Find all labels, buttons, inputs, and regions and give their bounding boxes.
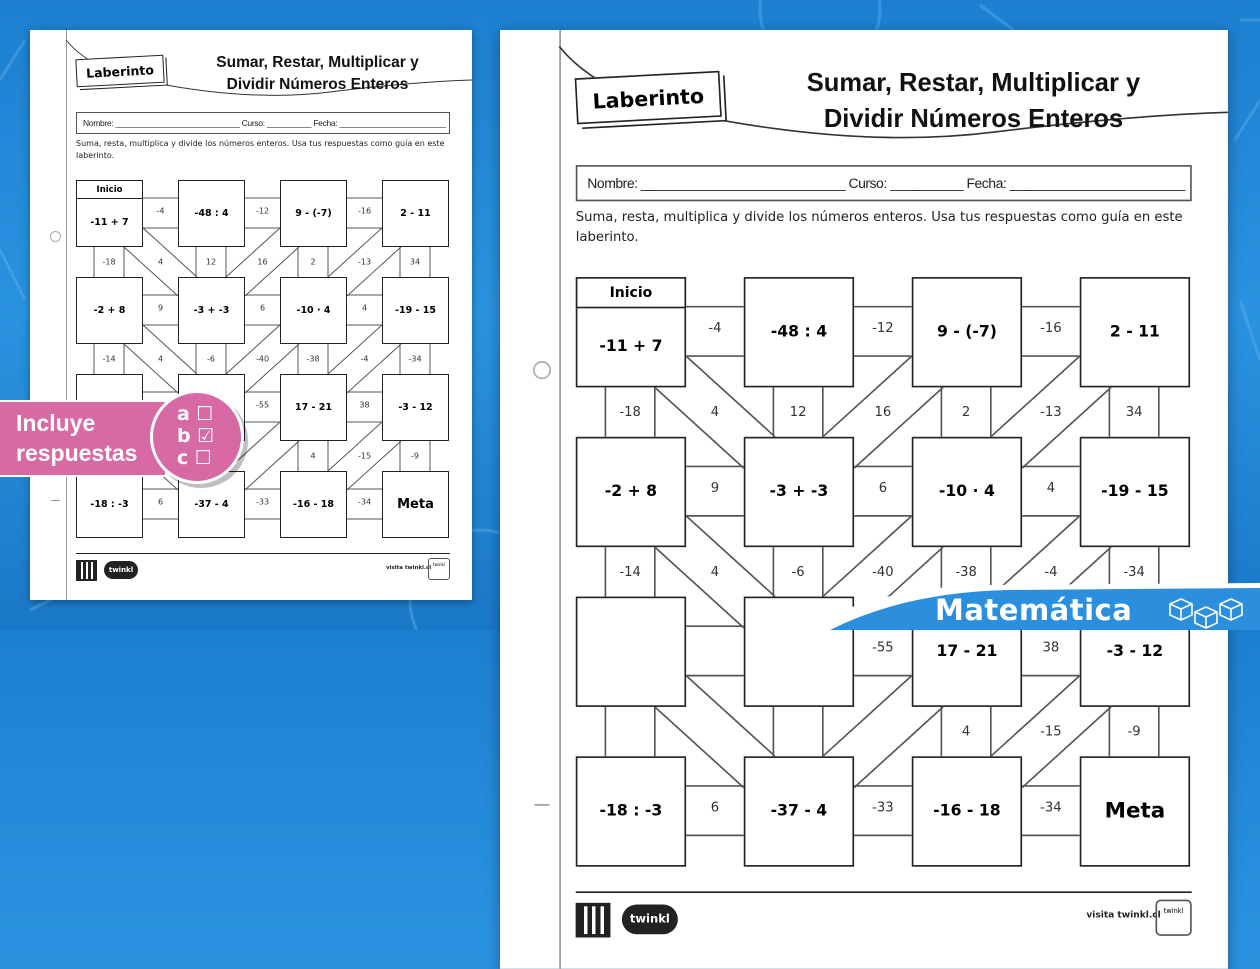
path-answer: -6 <box>207 354 215 364</box>
path-answer: 12 <box>789 404 807 420</box>
instructions: Suma, resta, multiplica y divide los números enteros. Usa tus respuestas como guía en este laberinto. <box>575 209 1183 245</box>
maze-box: -11 + 7 <box>76 180 143 247</box>
title-line: Dividir Números Enteros <box>226 76 409 93</box>
maze-box: 17 - 21 <box>280 374 347 441</box>
path-answer: -14 <box>102 354 116 364</box>
subject-label: Matemática <box>935 593 1133 627</box>
path-answer: 4 <box>710 564 720 580</box>
path-answer: -15 <box>357 451 372 461</box>
path-answer: -34 <box>357 497 372 507</box>
path-answer: -14 <box>619 564 641 580</box>
path-answer: 34 <box>1125 404 1143 420</box>
maze-box: 17 - 21 <box>912 597 1022 707</box>
maze-box: -16 - 18 <box>280 471 347 538</box>
path-answer: -4 <box>1044 564 1058 580</box>
path-answer: 6 <box>878 480 888 496</box>
banner-line: Incluye <box>16 410 96 436</box>
path-answer: -16 <box>1040 320 1062 336</box>
name-course-date-fields: Nombre: ____________________________ Curso: __________ Fecha: ________________________ <box>76 112 450 134</box>
path-answer: -6 <box>791 564 805 580</box>
footer-url: visita twinkl.cl <box>386 565 432 571</box>
maze-box: -10 · 4 <box>912 437 1022 547</box>
path-answer: -13 <box>1040 404 1062 420</box>
path-answer: 16 <box>257 257 268 267</box>
path-answer: -9 <box>1127 724 1141 740</box>
path-answer: -38 <box>306 354 320 364</box>
path-answer: 6 <box>710 799 720 815</box>
maze-box: -19 - 15 <box>382 277 449 344</box>
maze-box: 9 - (-7) <box>280 180 347 247</box>
path-answer: -12 <box>872 320 894 336</box>
path-answer: 16 <box>874 404 892 420</box>
maze-box: -19 - 15 <box>1080 437 1190 547</box>
maze-box: -48 : 4 <box>178 180 245 247</box>
laberinto-tag: Laberinto <box>575 71 722 125</box>
path-answer: -13 <box>357 257 372 267</box>
path-answer: -34 <box>1123 564 1145 580</box>
path-answer: -4 <box>360 354 369 364</box>
path-answer: 4 <box>157 354 164 364</box>
maze-box: -37 - 4 <box>744 756 854 866</box>
maze-box: -3 + -3 <box>178 277 245 344</box>
name-course-date-fields: Nombre: ____________________________ Curso: __________ Fecha: ________________________ <box>576 165 1192 201</box>
maze-goal-box: Meta <box>1080 756 1190 866</box>
path-answer: 2 <box>310 257 316 267</box>
maze-box: -48 : 4 <box>744 277 854 387</box>
path-answer: -55 <box>872 640 894 656</box>
twinkl-logo: twinkl <box>104 561 138 579</box>
path-answer: 34 <box>409 257 421 267</box>
maze-box: 9 - (-7) <box>912 277 1022 387</box>
path-answer: -4 <box>156 206 165 216</box>
maze-box: -11 + 7 <box>576 277 686 387</box>
maze-box: -16 - 18 <box>912 756 1022 866</box>
maze-box: -18 : -3 <box>76 471 143 538</box>
path-answer: 4 <box>1046 480 1056 496</box>
path-answer: 4 <box>310 451 316 461</box>
path-answer: -33 <box>255 497 270 507</box>
path-answer: 9 <box>710 480 720 496</box>
badge-option: b ☑ <box>177 425 215 447</box>
badge-option: a ☐ <box>177 403 214 425</box>
path-answer: -4 <box>708 320 722 336</box>
path-answer: -33 <box>872 799 894 815</box>
maze-box: -3 - 12 <box>1080 597 1190 707</box>
maze-start-label: Inicio <box>576 277 686 308</box>
path-answer: -38 <box>955 564 977 580</box>
badge-option: c ☐ <box>177 447 212 469</box>
maze-goal-box: Meta <box>382 471 449 538</box>
path-answer: 6 <box>259 303 266 313</box>
maze-box: 2 - 11 <box>382 180 449 247</box>
path-answer: 6 <box>157 497 164 507</box>
laberinto-tag: Laberinto <box>75 55 164 88</box>
path-answer: -34 <box>408 354 422 364</box>
title-line: Sumar, Restar, Multiplicar y <box>806 69 1141 98</box>
path-answer: 12 <box>205 257 217 267</box>
quality-stamp: twinkl <box>428 558 450 580</box>
path-answer: -40 <box>255 354 270 364</box>
maze-box: -3 + -3 <box>744 437 854 547</box>
title-line: Sumar, Restar, Multiplicar y <box>216 54 419 71</box>
path-answer: 2 <box>961 404 971 420</box>
maze-box: -2 + 8 <box>76 277 143 344</box>
path-answer: 9 <box>157 303 164 313</box>
path-answer: 4 <box>157 257 164 267</box>
path-answer: -16 <box>357 206 372 216</box>
maze-box: -2 + 8 <box>576 437 686 547</box>
path-answer: -15 <box>1040 724 1062 740</box>
twinkl-logo: twinkl <box>622 905 678 935</box>
qr-code <box>576 903 611 938</box>
path-answer: -55 <box>255 400 270 410</box>
maze-box: -10 · 4 <box>280 277 347 344</box>
path-answer: -40 <box>872 564 894 580</box>
path-answer: -9 <box>411 451 419 461</box>
footer-divider <box>576 891 1192 893</box>
path-answer: 38 <box>1042 640 1060 656</box>
path-answer: -18 <box>619 404 641 420</box>
banner-line: respuestas <box>16 440 138 466</box>
path-answer: 38 <box>359 400 370 410</box>
maze-box: -18 : -3 <box>576 756 686 866</box>
quality-stamp: twinkl <box>1156 900 1192 936</box>
path-answer: -18 <box>102 257 116 267</box>
path-answer: 4 <box>361 303 368 313</box>
instructions: Suma, resta, multiplica y divide los números enteros. Usa tus respuestas como guía en este laberinto. <box>76 139 445 160</box>
maze-box: 2 - 11 <box>1080 277 1190 387</box>
footer-url: visita twinkl.cl <box>1086 911 1161 922</box>
path-answer: -12 <box>255 206 270 216</box>
maze-start-label: Inicio <box>76 180 143 199</box>
title-line: Dividir Números Enteros <box>823 105 1124 134</box>
path-answer: -34 <box>1040 799 1062 815</box>
maze-box: -3 - 12 <box>382 374 449 441</box>
path-answer: 4 <box>710 404 720 420</box>
path-answer: 4 <box>961 724 971 740</box>
maze-box: -37 - 4 <box>178 471 245 538</box>
